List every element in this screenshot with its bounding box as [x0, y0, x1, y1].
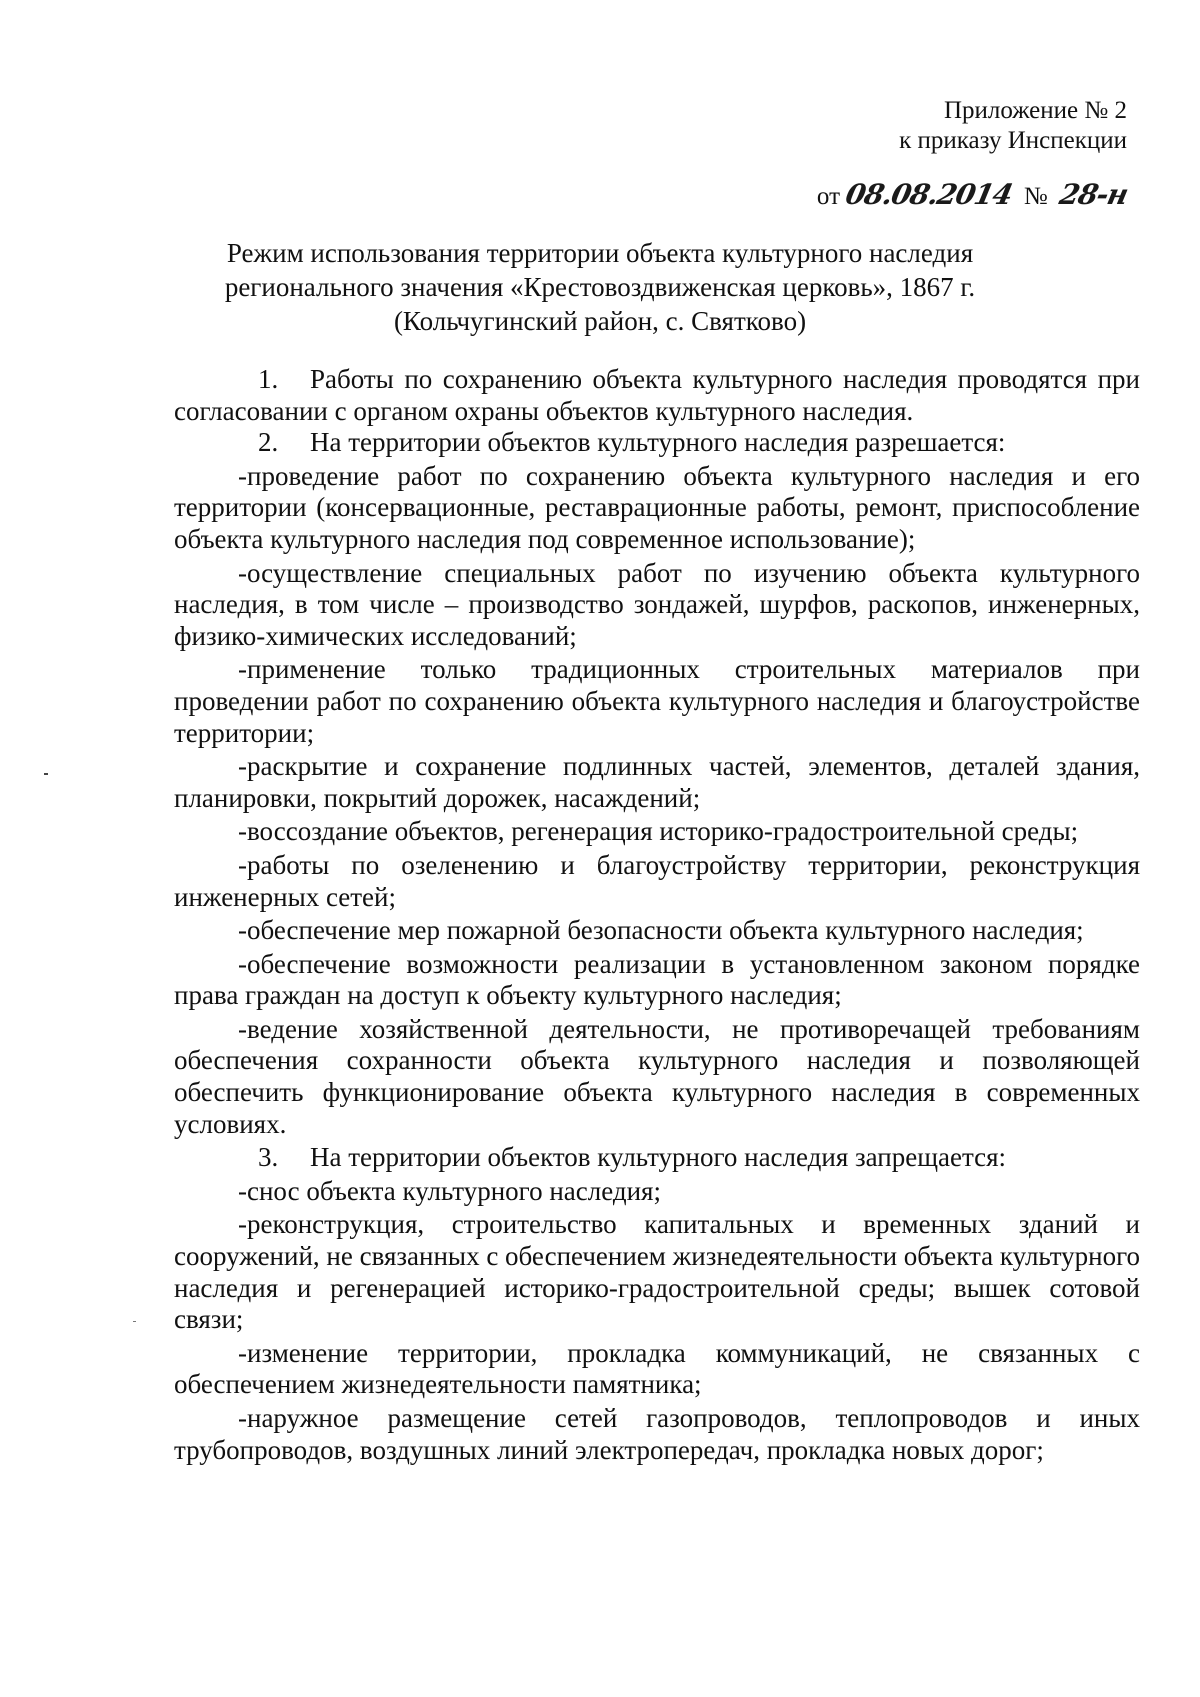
prohibited-item: -снос объекта культурного наследия;	[238, 1175, 661, 1206]
allowed-item: -обеспечение мер пожарной безопасности объекта культурного наследия;	[238, 915, 1084, 946]
allowed-item: -раскрытие и сохранение подлинных частей, элементов, деталей здания, планировки, покрытий дорожек, насаждений;	[174, 751, 1140, 813]
prohibited-item: -реконструкция, строительство капитальных и временных зданий и сооружений, не связанных с обеспечением жизнедеятельности объекта культурного наследия и регенерацией историко-градостроительной среды; вышек сотовой связи;	[174, 1209, 1141, 1335]
allowed-item: -обеспечение возможности реализации в установленном законом порядке права граждан на доступ к объекту культурного наследия;	[174, 948, 1140, 1011]
prohibited-item: -наружное размещение сетей газопроводов, теплопроводов и иных трубопроводов, воздушных линий электропередач, прокладка новых дорог;	[174, 1403, 1140, 1465]
item-2-text: На территории объектов культурного наследия разрешается:	[310, 427, 1006, 458]
appendix-number: Приложение № 2	[943, 97, 1127, 124]
scan-artifact-mark	[133, 1321, 136, 1322]
order-number-handwritten: 28-н	[1056, 178, 1131, 211]
allowed-item: -проведение работ по сохранению объекта культурного наследия и его территории (консервационные, реставрационные работы, ремонт, приспособление объекта культурного наследия под современное использование);	[174, 460, 1140, 554]
order-prefix: от	[816, 183, 841, 210]
title-line-1: Режим использования территории объекта культурного наследия	[226, 238, 974, 268]
allowed-item: -осуществление специальных работ по изучению объекта культурного наследия, в том числе – производство зондажей, шурфов, раскопов, инженерных, физико-химических исследований;	[174, 557, 1140, 651]
item-1-number: 1.	[258, 364, 279, 394]
item-1	[174, 364, 1140, 427]
order-date-handwritten: 08.08.2014	[842, 178, 1016, 211]
allowed-item: -ведение хозяйственной деятельности, не противоречащей требованиям обеспечения сохранности объекта культурного наследия и позволяющей обеспечить функционирование объекта культурного наследия в современных условиях.	[174, 1013, 1140, 1139]
title-line-3: (Кольчугинский район, с. Святково)	[393, 306, 807, 336]
prohibited-item: -изменение территории, прокладка коммуникаций, не связанных с обеспечением жизнедеятельности памятника;	[174, 1337, 1140, 1400]
item-2	[174, 427, 1140, 459]
allowed-item: -воссоздание объектов, регенерация историко-градостроительной среды;	[238, 816, 1079, 847]
document-title	[150, 236, 1050, 338]
appendix-reference: к приказу Инспекции	[899, 127, 1127, 154]
item-1-text: Работы по сохранению объекта культурного наследия проводятся при согласовании с органом охраны объектов культурного наследия.	[174, 364, 1140, 426]
item-2-number: 2.	[258, 427, 279, 458]
item-3	[174, 1142, 1140, 1174]
item-3-text: На территории объектов культурного наследия запрещается:	[310, 1142, 1007, 1173]
scan-artifact-mark	[44, 773, 48, 775]
item-3-number: 3.	[258, 1142, 279, 1173]
document-body	[174, 364, 1140, 1466]
allowed-item: -работы по озеленению и благоустройству территории, реконструкция инженерных сетей;	[174, 849, 1140, 912]
order-number-sign: №	[1023, 183, 1048, 210]
appendix-header	[899, 96, 1127, 156]
order-reference	[816, 178, 1131, 214]
allowed-item: -применение только традиционных строительных материалов при проведении работ по сохранению объекта культурного наследия и благоустройстве территории;	[174, 654, 1140, 748]
title-line-2: регионального значения «Крестовоздвиженская церковь», 1867 г.	[224, 272, 976, 302]
